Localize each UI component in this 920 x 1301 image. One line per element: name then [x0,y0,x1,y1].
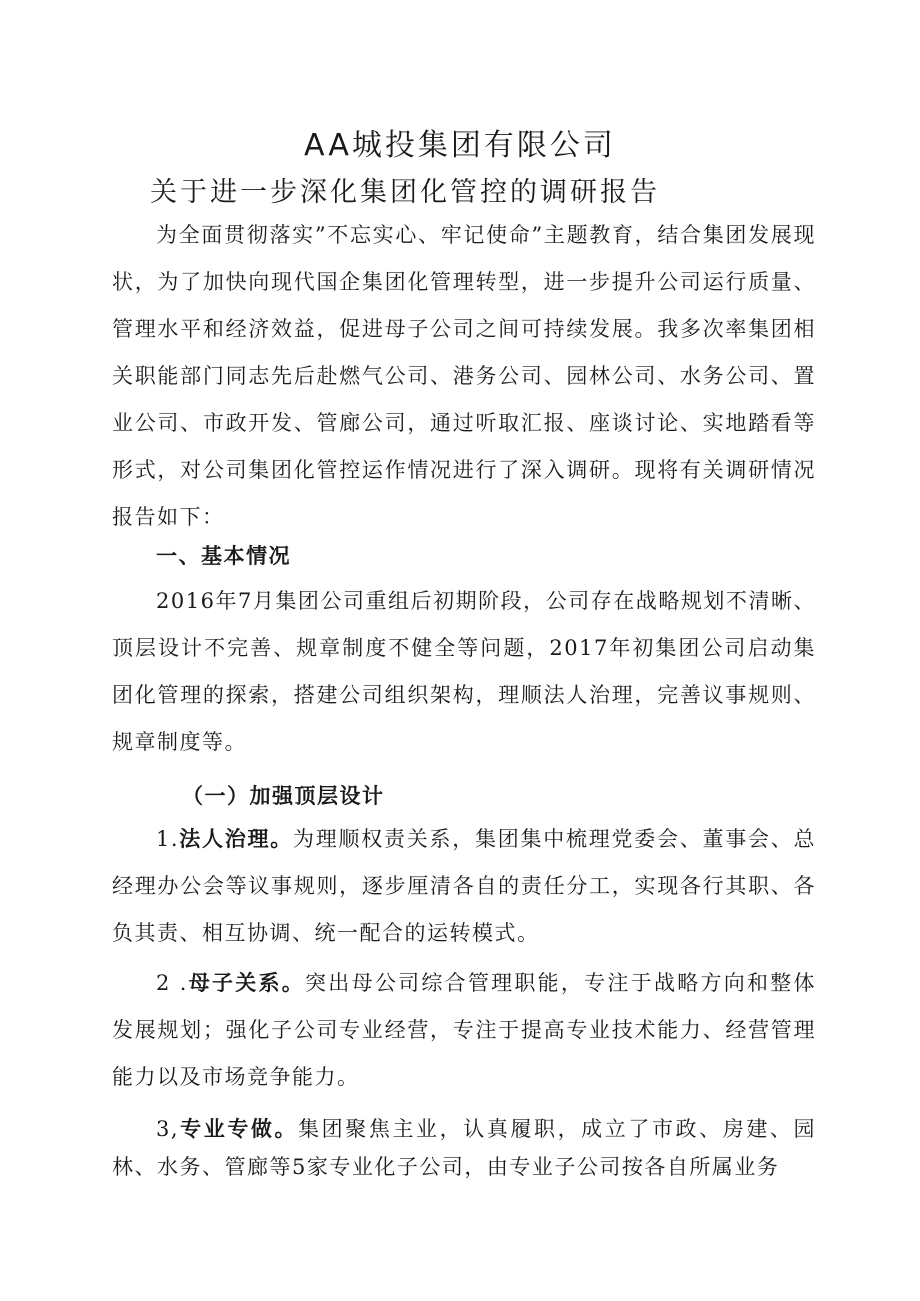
section-heading-basic-situation: 一、基本情况 [156,544,291,568]
item-specialization [112,1110,816,1186]
item-text: 为理顺权责关系，集团集中梳理党委会、董事会、总经理办公会等议事规则，逐步厘清各自的责任分工，实现各行其职、各负其责、相互协调、统一配合的运转模式。 [112,827,817,945]
item-bold-title: 母子关系。 [187,971,306,995]
item-bold-title: 专业专做。 [179,1117,299,1141]
section1-paragraph: 2016年7月集团公司重组后初期阶段，公司存在战略规划不清晰、顶层设计不完善、规章制度不健全等问题，2017年初集团公司启动集团化管理的探索，搭建公司组织架构，理顺法人治理，完善议事规则、规章制度等。 [112,589,816,754]
item-number: 3, [156,1117,180,1141]
item-bold-title: 法人治理。 [179,827,294,851]
report-title: 关于进一步深化集团化管控的调研报告 [150,177,660,208]
intro-paragraph: 为全面贯彻落实”不忘实心、牢记使命”主题教育，结合集团发展现状，为了加快向现代国企集团化管理转型，进一步提升公司运行质量、管理水平和经济效益，促进母子公司之间可持续发展。我多次率集团相关职能部门同志先后赴燃气公司、港务公司、园林公司、水务公司、置业公司、市政开发、管廊公司，通过听取汇报、座谈讨论、实地踏看等形式，对公司集团化管控运作情况进行了深入调研。现将有关调研情况报告如下： [112,223,816,529]
item-text: 突出母公司综合管理职能，专注于战略方向和整体发展规划；强化子公司专业经营，专注于提高专业技术能力、经营管理能力以及市场竞争能力。 [112,971,817,1089]
item-number: 1. [156,827,180,851]
item-number: 2 . [156,971,188,995]
company-title: AA城投集团有限公司 [304,128,616,163]
subsection-heading-top-level-design: （一）加强顶层设计 [182,784,385,808]
item-text: 集团聚焦主业，认真履职，成立了市政、房建、园林、水务、管廊等5家专业化子公司，由专业子公司按各自所属业务 [112,1117,816,1179]
item-parent-subsidiary [112,960,816,1101]
item-legal-governance [112,816,816,957]
